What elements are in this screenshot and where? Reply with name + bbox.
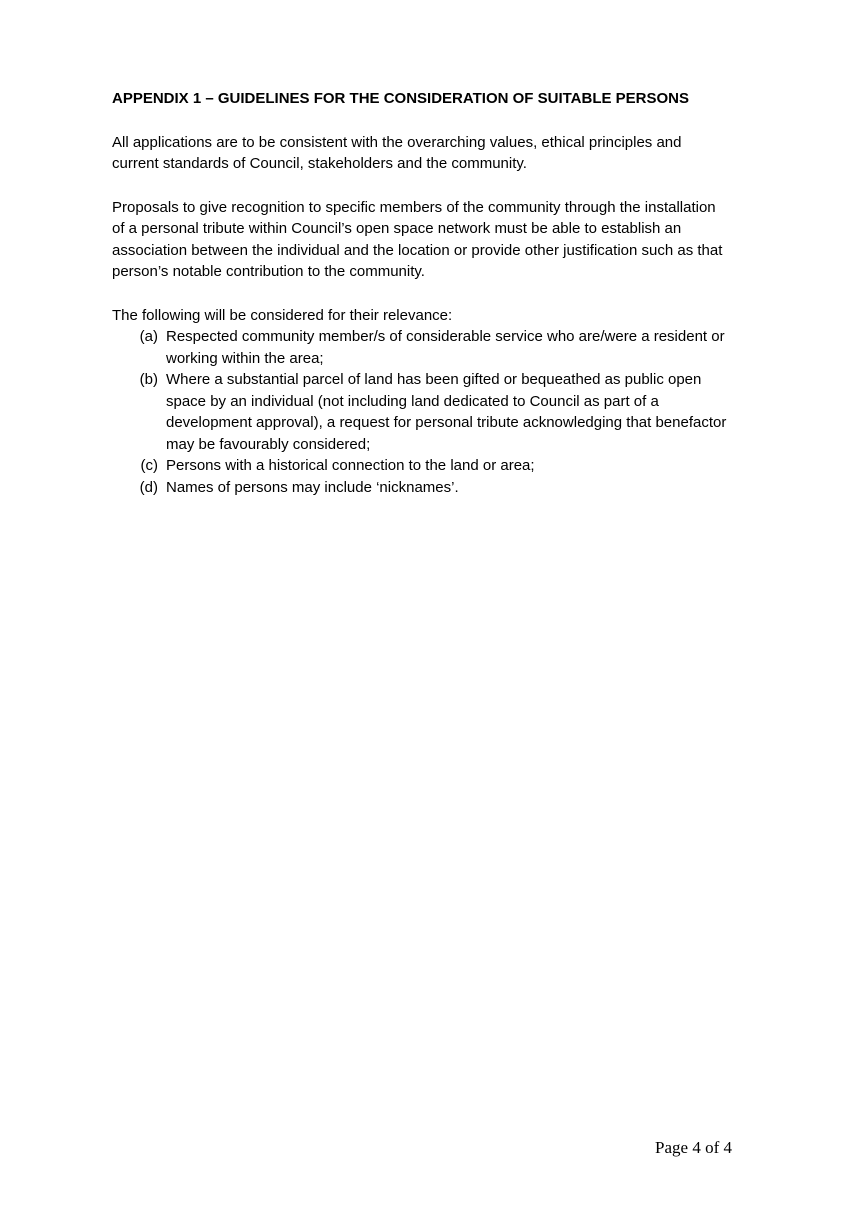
appendix-heading: APPENDIX 1 – GUIDELINES FOR THE CONSIDERATION OF SUITABLE PERSONS	[112, 90, 690, 107]
list-item	[112, 369, 732, 455]
list-item	[112, 326, 732, 369]
document-body	[112, 88, 732, 498]
list-marker: (d)	[139, 478, 158, 496]
list-item-text: Where a substantial parcel of land has been gifted or bequeathed as public open space by an individual (not including land dedicated to Council as part of a development approval), a request for personal tribute acknowledging that benefactor may be favourably considered;	[166, 371, 727, 453]
paragraph-proposals: Proposals to give recognition to specific members of the community through the installation of a personal tribute within Council’s open space network must be able to establish an association between the individual and the location or provide other justification such as that person’s notable contribution to the community.	[112, 198, 723, 280]
list-item-text: Persons with a historical connection to the land or area;	[166, 457, 535, 474]
list-marker: (b)	[139, 371, 158, 388]
list-intro: The following will be considered for their relevance:	[112, 306, 453, 324]
list-item	[112, 477, 732, 499]
page-number: Page 4 of 4	[655, 1138, 732, 1157]
criteria-list	[112, 326, 732, 498]
list-marker: (a)	[139, 328, 158, 345]
list-item	[112, 455, 732, 477]
list-item-text: Respected community member/s of considerable service who are/were a resident or working within the area;	[166, 328, 725, 367]
paragraph-consistency: All applications are to be consistent with the overarching values, ethical principles and current standards of Council, stakeholders and the community.	[112, 133, 682, 172]
list-marker: (c)	[140, 457, 158, 474]
list-item-text: Names of persons may include ‘nicknames’.	[166, 478, 459, 496]
